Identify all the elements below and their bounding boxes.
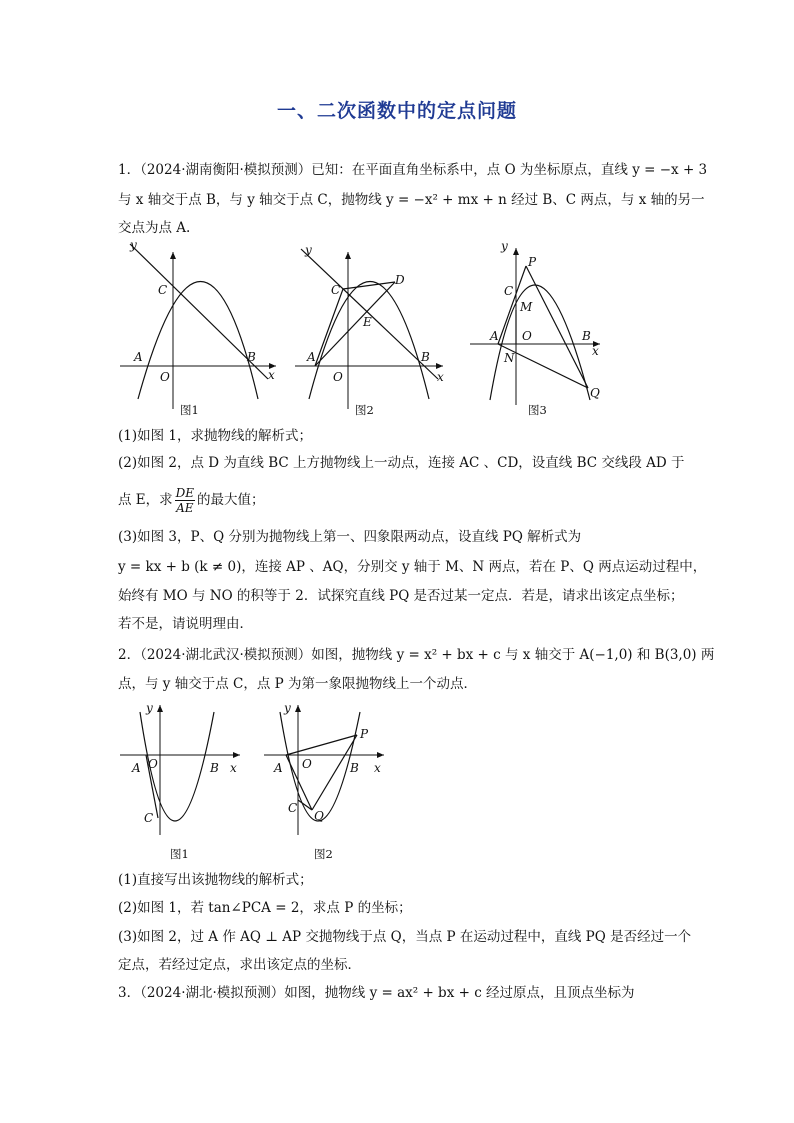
point-n-label: N (504, 351, 515, 365)
parabola-curve (138, 282, 258, 400)
q3-line-1: 3．（2024·湖北·模拟预测）如图，抛物线 y = ax² + bx + c 经过原点，且顶点坐标为 (118, 985, 635, 1001)
q2-part-3a: (3)如图 2，过 A 作 AQ ⊥ AP 交抛物线于点 Q，当点 P 在运动过程中，直线 PQ 是否经过一个 (118, 929, 692, 945)
point-q-label: Q (590, 386, 600, 400)
q2-figure-2 (262, 700, 392, 869)
point-m-label: M (520, 300, 533, 314)
x-label: x (437, 370, 444, 384)
q1-part-2b-pre: 点 E，求 (118, 492, 173, 508)
y-axis-arrow-icon (513, 248, 519, 255)
point-a-label: A (490, 329, 499, 343)
origin-label: O (160, 370, 170, 384)
q2-line-2: 点，与 y 轴交于点 C，点 P 为第一象限抛物线上一个动点． (118, 676, 477, 692)
q2-figure-1-svg (118, 700, 248, 865)
q1-part-2b (118, 484, 678, 516)
point-e-label: E (363, 315, 372, 329)
y-label: y (130, 238, 137, 252)
point-a-label: A (274, 761, 283, 775)
point-p-label: P (360, 727, 369, 741)
fraction-denominator: AE (176, 501, 194, 515)
x-label: x (592, 344, 599, 358)
q1-figure-2-svg (293, 244, 453, 419)
page-title: 一、二次函数中的定点问题 (276, 100, 517, 122)
q1-part-3a: (3)如图 3，P、Q 分别为抛物线上第一、四象限两动点，设直线 PQ 解析式为 (118, 529, 582, 545)
y-label: y (305, 243, 312, 257)
point-b-label: B (350, 761, 359, 775)
origin-label: O (522, 329, 532, 343)
line-pq (526, 266, 588, 388)
fig-caption-q2-2: 图2 (314, 847, 333, 861)
point-c-label: C (504, 284, 514, 298)
fraction-numerator: DE (175, 486, 195, 500)
point-a-label: A (132, 761, 141, 775)
x-label: x (268, 368, 275, 382)
q1-part-3d: 若不是，请说明理由． (118, 616, 253, 632)
q1-line-3: 交点为点 A. (118, 220, 191, 236)
x-axis-arrow-icon (377, 752, 384, 758)
q1-part-3c: 始终有 MO 与 NO 的积等于 2．试探究直线 PQ 是否过某一定点．若是，请求出该定点坐标； (118, 588, 684, 604)
q1-figure-3 (468, 240, 613, 424)
point-c-label: C (158, 283, 168, 297)
point-a-label: A (307, 350, 316, 364)
y-axis-arrow-icon (170, 252, 176, 259)
x-label: x (374, 761, 381, 775)
y-label: y (146, 701, 153, 715)
fig-caption-q2-1: 图1 (170, 847, 189, 861)
point-q-label: Q (314, 809, 324, 823)
y-label: y (284, 701, 291, 715)
fraction-de-ae (175, 486, 195, 515)
point-b-label: B (210, 761, 219, 775)
q1-line-2: 与 x 轴交于点 B，与 y 轴交于点 C，抛物线 y = −x² + mx + n 经过 B、C 两点，与 x 轴的另一 (118, 192, 705, 208)
point-b-label: B (582, 329, 591, 343)
segment-ad (315, 282, 395, 366)
parabola-curve (309, 282, 429, 400)
x-axis-arrow-icon (233, 752, 240, 758)
fig-caption-1: 图1 (180, 403, 199, 417)
x-label: x (230, 761, 237, 775)
q1-figure-1 (118, 238, 283, 423)
q2-part-3b: 定点，若经过定点，求出该定点的坐标． (118, 957, 361, 973)
y-axis-arrow-icon (345, 252, 351, 259)
q1-part-2b-post: 的最大值； (197, 492, 265, 508)
origin-label: O (333, 370, 343, 384)
y-label: y (501, 239, 508, 253)
point-c-label: C (331, 283, 341, 297)
q2-figure-1 (118, 700, 248, 869)
q1-part-3b: y = kx + b (k ≠ 0)，连接 AP 、AQ，分别交 y 轴于 M、N 两点，若在 P、Q 两点运动过程中， (118, 559, 707, 575)
segment-ac (315, 289, 343, 366)
q1-part-2a: (2)如图 2，点 D 为直线 BC 上方抛物线上一动点，连接 AC 、CD，设直线 BC 交线段 AD 于 (118, 455, 685, 471)
q2-part-2: (2)如图 1，若 tan∠PCA = 2，求点 P 的坐标； (118, 900, 412, 916)
point-a-label: A (134, 350, 143, 364)
q1-part-1: (1)如图 1，求抛物线的解析式； (118, 428, 313, 444)
x-axis-arrow-icon (436, 363, 443, 369)
origin-label: O (302, 757, 312, 771)
q2-part-1: (1)直接写出该抛物线的解析式； (118, 872, 313, 888)
y-axis-arrow-icon (157, 705, 163, 712)
q2-line-1: 2．（2024·湖北武汉·模拟预测）如图，抛物线 y = x² + bx + c 与 x 轴交于 A(−1,0) 和 B(3,0) 两 (118, 647, 715, 663)
fig-caption-3: 图3 (528, 403, 547, 417)
point-d-label: D (395, 273, 405, 287)
y-axis-arrow-icon (295, 705, 301, 712)
q1-figure-1-svg (118, 238, 283, 419)
origin-label: O (148, 757, 158, 771)
point-b-label: B (421, 350, 430, 364)
q1-line-1: 1．（2024·湖南衡阳·模拟预测）已知：在平面直角坐标系中，点 O 为坐标原点，直线 y = −x + 3 (118, 162, 708, 178)
point-p-label: P (528, 255, 537, 269)
point-c-label: C (288, 801, 298, 815)
segment-cd (343, 282, 395, 289)
q1-figure-3-svg (468, 240, 613, 420)
point-b-label: B (247, 350, 256, 364)
point-c-label: C (144, 811, 154, 825)
fig-caption-2: 图2 (355, 403, 374, 417)
q2-figure-2-svg (262, 700, 392, 865)
parabola-curve (490, 285, 590, 400)
q1-figure-2 (293, 244, 453, 423)
